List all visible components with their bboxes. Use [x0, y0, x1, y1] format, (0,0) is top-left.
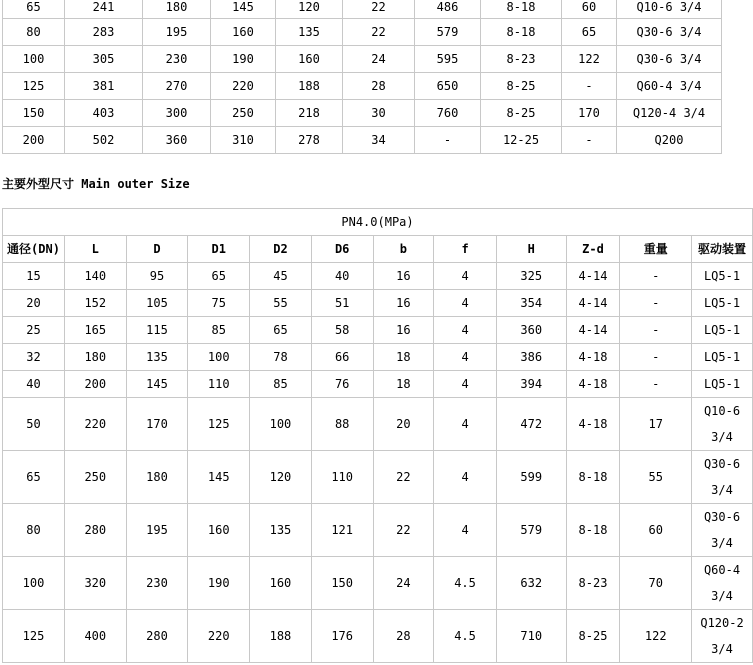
table-cell: 760 — [415, 100, 481, 127]
table-cell: 115 — [126, 317, 188, 344]
table-cell: 472 — [496, 398, 566, 451]
table-cell: 195 — [143, 19, 211, 46]
drive-device-cell — [692, 504, 753, 557]
table-cell: 16 — [373, 290, 434, 317]
table-cell: 160 — [188, 504, 250, 557]
table-cell: - — [620, 290, 692, 317]
table-cell: 32 — [3, 344, 65, 371]
table-cell: 18 — [373, 344, 434, 371]
table-cell: 145 — [126, 371, 188, 398]
column-header: D1 — [188, 236, 250, 263]
table-cell: 4 — [434, 263, 497, 290]
main-size-table — [2, 208, 753, 663]
table-cell: 60 — [620, 504, 692, 557]
table-cell: 100 — [3, 557, 65, 610]
table-cell: 4.5 — [434, 557, 497, 610]
column-header: 重量 — [620, 236, 692, 263]
drive-device-text: LQ5-1 — [703, 296, 741, 310]
table-cell: 8-25 — [481, 73, 562, 100]
table-cell: 95 — [126, 263, 188, 290]
table-cell: Q30-6 3/4 — [617, 46, 722, 73]
table-cell: 17 — [620, 398, 692, 451]
table-cell: 270 — [143, 73, 211, 100]
table-cell: 386 — [496, 344, 566, 371]
table-cell: 125 — [3, 610, 65, 663]
table-cell: 20 — [373, 398, 434, 451]
table-cell: 65 — [3, 451, 65, 504]
table-cell: 65 — [562, 19, 617, 46]
table-row — [3, 317, 753, 344]
table-cell: 88 — [311, 398, 373, 451]
column-header: 驱动装置 — [692, 236, 753, 263]
column-header: D6 — [311, 236, 373, 263]
table-row — [3, 344, 753, 371]
table-cell: 22 — [373, 504, 434, 557]
table-cell: Q10-6 3/4 — [617, 0, 722, 19]
drive-device-cell — [692, 451, 753, 504]
table-cell: - — [620, 317, 692, 344]
table-cell: 170 — [562, 100, 617, 127]
table-cell: - — [620, 371, 692, 398]
table-cell: 278 — [276, 127, 343, 154]
table-cell: 502 — [65, 127, 143, 154]
table-cell: 105 — [126, 290, 188, 317]
table-cell: 78 — [250, 344, 312, 371]
table-cell: 4 — [434, 451, 497, 504]
table-cell: 218 — [276, 100, 343, 127]
table-cell: 381 — [65, 73, 143, 100]
table-cell: 176 — [311, 610, 373, 663]
table-cell: 152 — [64, 290, 126, 317]
table-cell: 4 — [434, 371, 497, 398]
table-cell: 25 — [3, 317, 65, 344]
table-cell: 22 — [343, 0, 415, 19]
table-cell: 180 — [64, 344, 126, 371]
table-cell: 100 — [188, 344, 250, 371]
table-cell: 135 — [126, 344, 188, 371]
table-cell: 120 — [250, 451, 312, 504]
drive-device-text: LQ5-1 — [703, 269, 741, 283]
section-heading: 主要外型尺寸 Main outer Size — [2, 177, 190, 191]
table-cell: 135 — [250, 504, 312, 557]
drive-device-text: Q30-6 — [703, 457, 741, 471]
table-cell: 4 — [434, 290, 497, 317]
table-cell: 4-14 — [566, 263, 620, 290]
drive-device-text: LQ5-1 — [703, 323, 741, 337]
table-cell: 121 — [311, 504, 373, 557]
table-cell: 354 — [496, 290, 566, 317]
table-cell: 632 — [496, 557, 566, 610]
table-cell: 4-14 — [566, 317, 620, 344]
column-header: H — [496, 236, 566, 263]
pressure-title: PN4.0(MPa) — [3, 209, 753, 236]
table-row — [3, 100, 722, 127]
table-cell: 80 — [3, 504, 65, 557]
table-cell: 165 — [64, 317, 126, 344]
table-cell: 8-25 — [481, 100, 562, 127]
table-cell: 160 — [211, 19, 276, 46]
table-cell: 486 — [415, 0, 481, 19]
table-cell: 220 — [188, 610, 250, 663]
table-cell: 65 — [3, 0, 65, 19]
table-cell: 200 — [3, 127, 65, 154]
table-cell: Q30-6 3/4 — [617, 19, 722, 46]
table-title-row — [3, 209, 753, 236]
table-cell: 283 — [65, 19, 143, 46]
table-cell: 579 — [496, 504, 566, 557]
table-cell: 280 — [64, 504, 126, 557]
table-cell: 110 — [188, 371, 250, 398]
drive-device-text: LQ5-1 — [703, 377, 741, 391]
table-cell: 65 — [250, 317, 312, 344]
drive-device-cell — [692, 398, 753, 451]
table-cell: Q200 — [617, 127, 722, 154]
table-cell: 51 — [311, 290, 373, 317]
table-cell: 190 — [188, 557, 250, 610]
table-cell: 180 — [143, 0, 211, 19]
drive-device-text: Q10-6 — [703, 404, 741, 418]
table-cell: 8-18 — [481, 19, 562, 46]
table-cell: 8-18 — [566, 451, 620, 504]
table-cell: 360 — [496, 317, 566, 344]
table-cell: 20 — [3, 290, 65, 317]
main-table-body — [3, 209, 753, 663]
table-cell: 325 — [496, 263, 566, 290]
table-cell: 100 — [3, 46, 65, 73]
drive-device-text: Q60-4 — [703, 563, 741, 577]
table-row — [3, 73, 722, 100]
table-cell: 305 — [65, 46, 143, 73]
table-cell: 180 — [126, 451, 188, 504]
table-cell: 599 — [496, 451, 566, 504]
table-row — [3, 451, 753, 504]
table-cell: 28 — [373, 610, 434, 663]
top-table-body — [3, 0, 722, 154]
table-cell: 160 — [276, 46, 343, 73]
table-cell: 65 — [188, 263, 250, 290]
table-cell: 50 — [3, 398, 65, 451]
table-cell: 160 — [250, 557, 312, 610]
drive-device-text: 3/4 — [711, 642, 733, 656]
table-cell: 241 — [65, 0, 143, 19]
table-cell: 8-23 — [566, 557, 620, 610]
table-cell: 16 — [373, 263, 434, 290]
table-cell: 230 — [143, 46, 211, 73]
table-row — [3, 371, 753, 398]
header-row — [3, 236, 753, 263]
table-row — [3, 290, 753, 317]
table-cell: 300 — [143, 100, 211, 127]
table-row — [3, 46, 722, 73]
table-cell: 55 — [620, 451, 692, 504]
table-cell: 150 — [311, 557, 373, 610]
table-cell: 15 — [3, 263, 65, 290]
table-cell: 4 — [434, 398, 497, 451]
table-cell: 4-18 — [566, 398, 620, 451]
drive-device-text: LQ5-1 — [703, 350, 741, 364]
table-cell: 4 — [434, 504, 497, 557]
table-row — [3, 263, 753, 290]
table-cell: 30 — [343, 100, 415, 127]
table-cell: 403 — [65, 100, 143, 127]
table-cell: 4-18 — [566, 371, 620, 398]
table-cell: 4.5 — [434, 610, 497, 663]
table-cell: 85 — [188, 317, 250, 344]
drive-device-cell — [692, 290, 753, 317]
table-cell: 394 — [496, 371, 566, 398]
table-cell: - — [620, 263, 692, 290]
table-cell: 55 — [250, 290, 312, 317]
table-cell: 8-18 — [566, 504, 620, 557]
table-cell: - — [415, 127, 481, 154]
table-row — [3, 127, 722, 154]
table-cell: 22 — [343, 19, 415, 46]
drive-device-cell — [692, 610, 753, 663]
column-header: Z-d — [566, 236, 620, 263]
table-cell: 85 — [250, 371, 312, 398]
drive-device-text: 3/4 — [711, 483, 733, 497]
table-cell: 579 — [415, 19, 481, 46]
column-header: 通径(DN) — [3, 236, 65, 263]
table-cell: 120 — [276, 0, 343, 19]
table-cell: 145 — [211, 0, 276, 19]
table-cell: - — [620, 344, 692, 371]
table-cell: 188 — [276, 73, 343, 100]
table-cell: 710 — [496, 610, 566, 663]
table-cell: 45 — [250, 263, 312, 290]
table-cell: 220 — [211, 73, 276, 100]
table-cell: 58 — [311, 317, 373, 344]
table-cell: 310 — [211, 127, 276, 154]
table-cell: 200 — [64, 371, 126, 398]
table-cell: Q60-4 3/4 — [617, 73, 722, 100]
drive-device-cell — [692, 371, 753, 398]
drive-device-text: Q30-6 — [703, 510, 741, 524]
table-cell: - — [562, 127, 617, 154]
table-cell: 24 — [343, 46, 415, 73]
table-cell: 140 — [64, 263, 126, 290]
table-cell: 16 — [373, 317, 434, 344]
table-cell: 24 — [373, 557, 434, 610]
drive-device-text: 3/4 — [711, 589, 733, 603]
table-cell: 220 — [64, 398, 126, 451]
drive-device-text: Q120-2 — [700, 616, 744, 630]
table-cell: 250 — [64, 451, 126, 504]
table-row — [3, 557, 753, 610]
table-row — [3, 0, 722, 19]
column-header: L — [64, 236, 126, 263]
table-cell: 122 — [620, 610, 692, 663]
table-cell: 4-14 — [566, 290, 620, 317]
table-cell: 135 — [276, 19, 343, 46]
drive-device-cell — [692, 317, 753, 344]
column-header: b — [373, 236, 434, 263]
top-spec-table — [2, 0, 722, 154]
table-cell: 400 — [64, 610, 126, 663]
table-cell: 595 — [415, 46, 481, 73]
table-cell: 4-18 — [566, 344, 620, 371]
table-cell: - — [562, 73, 617, 100]
table-cell: 280 — [126, 610, 188, 663]
table-cell: 125 — [3, 73, 65, 100]
table-row — [3, 610, 753, 663]
column-header: D — [126, 236, 188, 263]
table-cell: 22 — [373, 451, 434, 504]
drive-device-cell — [692, 263, 753, 290]
table-cell: 8-18 — [481, 0, 562, 19]
table-cell: 320 — [64, 557, 126, 610]
table-cell: 8-25 — [566, 610, 620, 663]
table-cell: 188 — [250, 610, 312, 663]
table-cell: 75 — [188, 290, 250, 317]
column-header: D2 — [250, 236, 312, 263]
table-cell: 145 — [188, 451, 250, 504]
table-cell: 360 — [143, 127, 211, 154]
table-cell: 70 — [620, 557, 692, 610]
table-cell: 100 — [250, 398, 312, 451]
table-cell: 76 — [311, 371, 373, 398]
table-cell: 110 — [311, 451, 373, 504]
table-cell: 12-25 — [481, 127, 562, 154]
table-cell: 190 — [211, 46, 276, 73]
table-cell: 80 — [3, 19, 65, 46]
column-header: f — [434, 236, 497, 263]
table-cell: 18 — [373, 371, 434, 398]
table-row — [3, 504, 753, 557]
drive-device-cell — [692, 344, 753, 371]
table-cell: 150 — [3, 100, 65, 127]
table-cell: Q120-4 3/4 — [617, 100, 722, 127]
drive-device-cell — [692, 557, 753, 610]
table-cell: 122 — [562, 46, 617, 73]
table-cell: 40 — [3, 371, 65, 398]
table-cell: 40 — [311, 263, 373, 290]
table-cell: 4 — [434, 344, 497, 371]
table-cell: 170 — [126, 398, 188, 451]
table-cell: 66 — [311, 344, 373, 371]
table-cell: 230 — [126, 557, 188, 610]
table-cell: 4 — [434, 317, 497, 344]
table-cell: 8-23 — [481, 46, 562, 73]
table-cell: 195 — [126, 504, 188, 557]
table-cell: 28 — [343, 73, 415, 100]
table-cell: 250 — [211, 100, 276, 127]
table-cell: 650 — [415, 73, 481, 100]
table-row — [3, 19, 722, 46]
drive-device-text: 3/4 — [711, 536, 733, 550]
table-row — [3, 398, 753, 451]
drive-device-text: 3/4 — [711, 430, 733, 444]
table-cell: 60 — [562, 0, 617, 19]
table-cell: 125 — [188, 398, 250, 451]
table-cell: 34 — [343, 127, 415, 154]
